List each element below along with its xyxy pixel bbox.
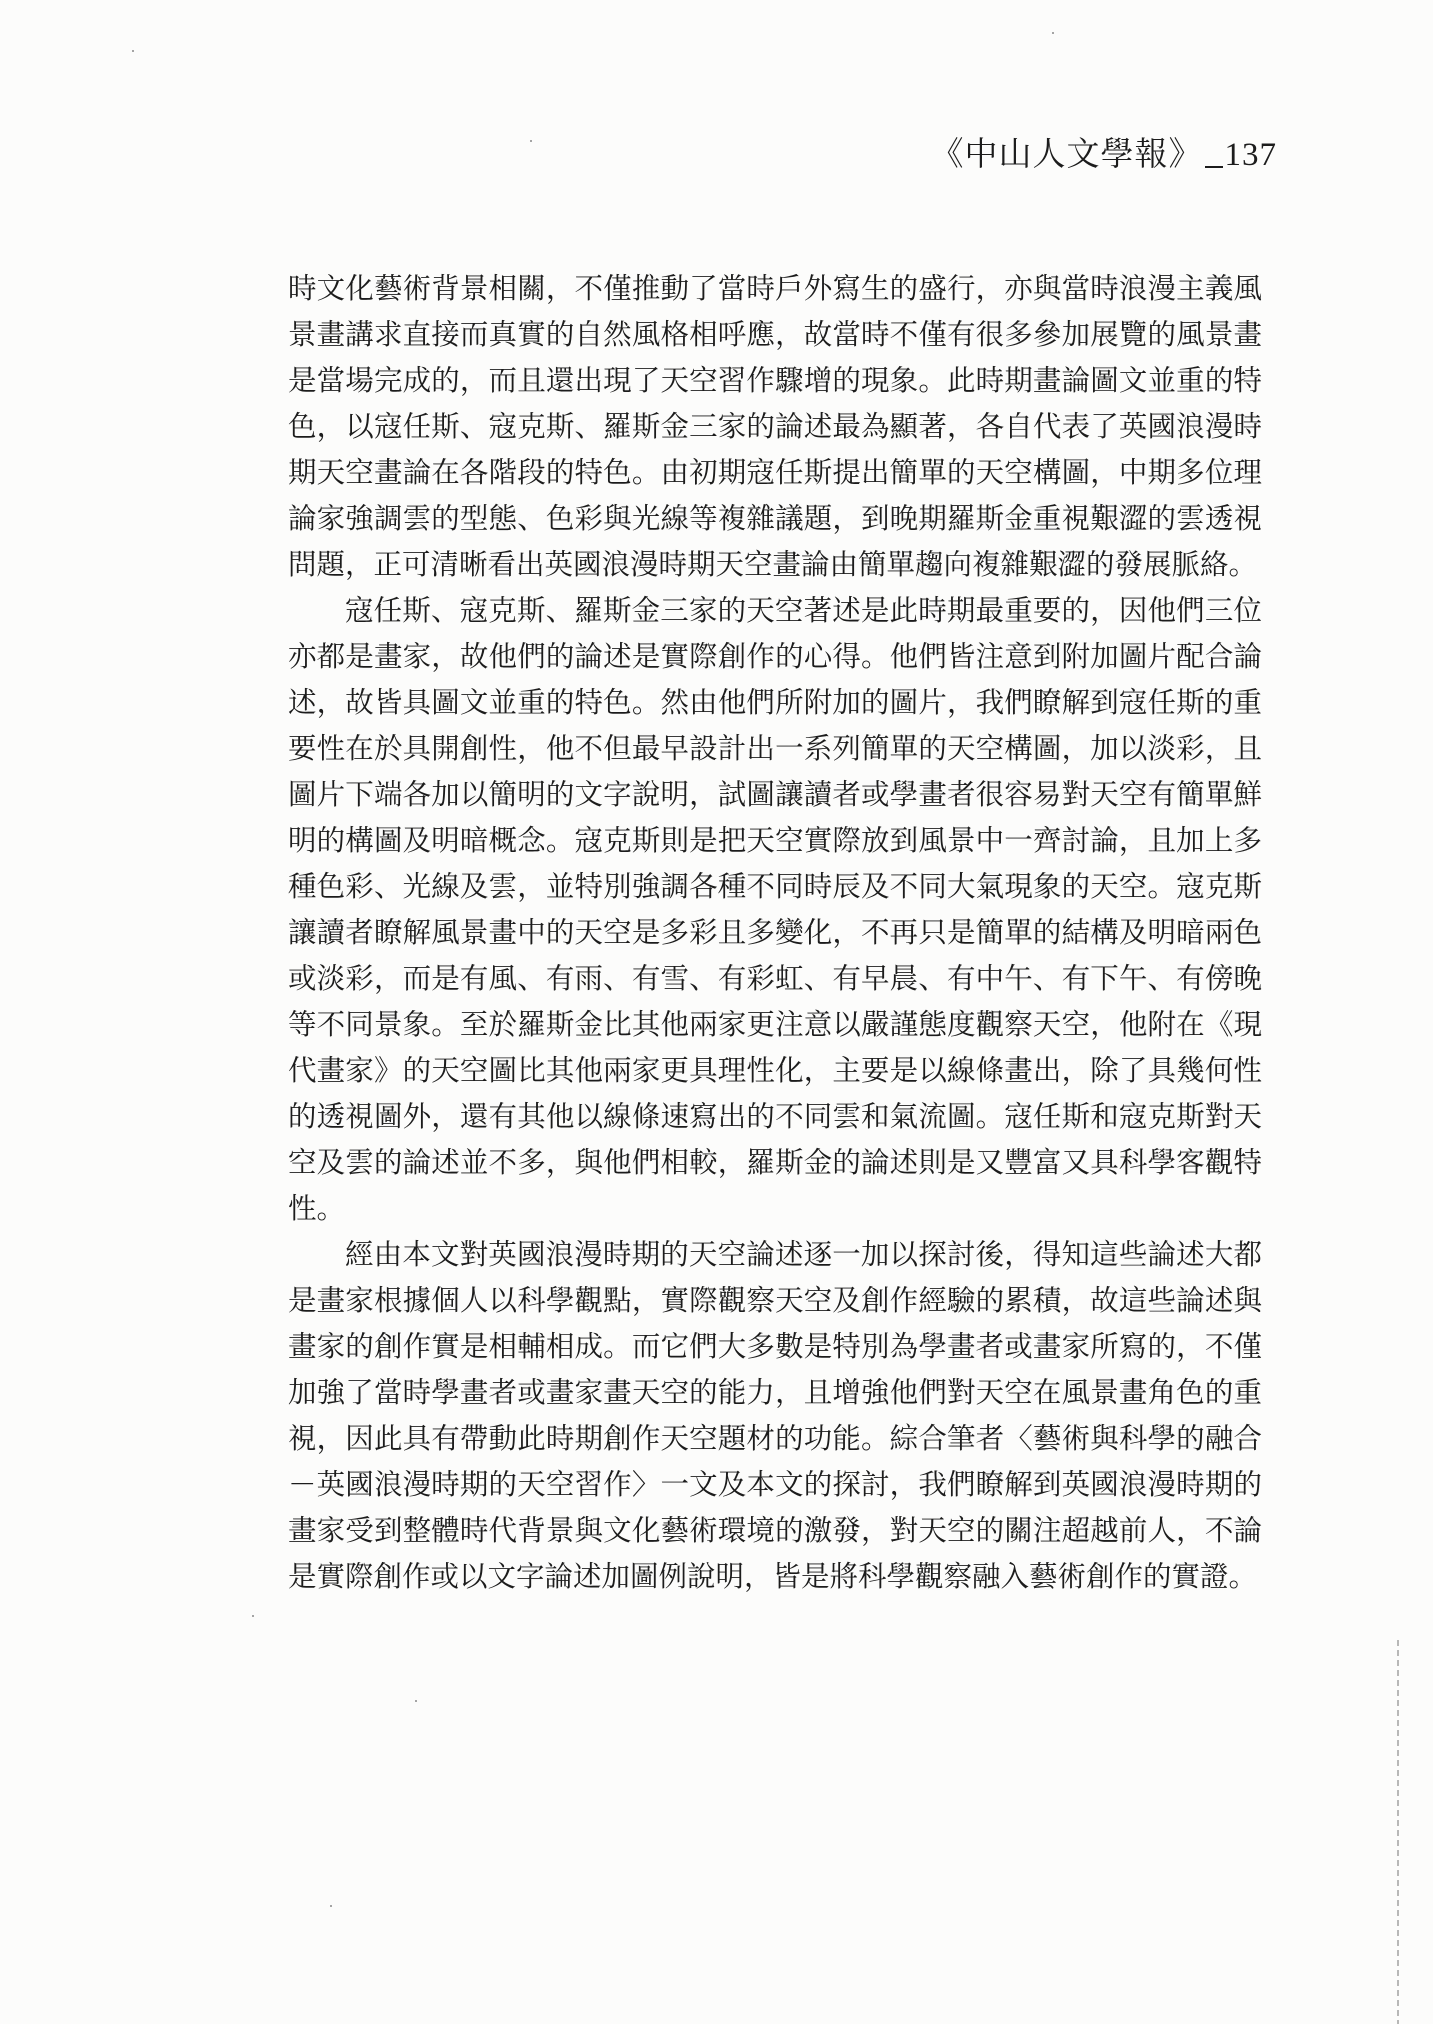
paragraph-1: 時文化藝術背景相關，不僅推動了當時戶外寫生的盛行，亦與當時浪漫主義風景畫講求直接而真實的自然風格相呼應，故當時不僅有很多參加展覽的風景畫是當場完成的，而且還出現了天空習作驟增的現象。此時期畫論圖文並重的特色，以寇任斯、寇克斯、羅斯金三家的論述最為顯著，各自代表了英國浪漫時期天空畫論在各階段的特色。由初期寇任斯提出簡單的天空構圖，中期多位理論家強調雲的型態、色彩與光線等複雜議題，到晚期羅斯金重視艱澀的雲透視問題，正可清晰看出英國浪漫時期天空畫論由簡單趨向複雜艱澀的發展脈絡。 [288,272,1262,581]
body-text [288,266,1262,1600]
running-header [931,128,1278,175]
scan-speck [330,1905,332,1907]
scan-speck [132,50,134,52]
scan-speck [415,1700,417,1702]
paragraph-2: 寇任斯、寇克斯、羅斯金三家的天空著述是此時期最重要的，因他們三位亦都是畫家，故他們的論述是實際創作的心得。他們皆注意到附加圖片配合論述，故皆具圖文並重的特色。然由他們所附加的圖片，我們瞭解到寇任斯的重要性在於具開創性，他不但最早設計出一系列簡單的天空構圖，加以淡彩，且圖片下端各加以簡明的文字說明，試圖讓讀者或學畫者很容易對天空有簡單鮮明的構圖及明暗概念。寇克斯則是把天空實際放到風景中一齊討論，且加上多種色彩、光線及雲，並特別強調各種不同時辰及不同大氣現象的天空。寇克斯讓讀者瞭解風景畫中的天空是多彩且多變化，不再只是簡單的結構及明暗兩色或淡彩，而是有風、有雨、有雪、有彩虹、有早晨、有中午、有下午、有傍晚等不同景象。至於羅斯金比其他兩家更注意以嚴謹態度觀察天空，他附在《現代畫家》的天空圖比其他兩家更具理性化，主要是以線條畫出，除了具幾何性的透視圖外，還有其他以線條速寫出的不同雲和氣流圖。寇任斯和寇克斯對天空及雲的論述並不多，與他們相較，羅斯金的論述則是又豐富又具科學客觀特性。 [288,594,1262,1225]
scan-edge-mark [1397,1640,1399,2024]
scan-speck [530,140,532,142]
scan-speck [1052,32,1054,34]
page-number: 137 [1205,137,1278,174]
journal-title: 《中山人文學報》 [930,134,1203,173]
scan-speck [252,1615,254,1617]
paragraph-3: 經由本文對英國浪漫時期的天空論述逐一加以探討後，得知這些論述大都是畫家根據個人以科學觀點，實際觀察天空及創作經驗的累積，故這些論述與畫家的創作實是相輔相成。而它們大多數是特別為學畫者或畫家所寫的，不僅加強了當時學畫者或畫家畫天空的能力，且增強他們對天空在風景畫角色的重視，因此具有帶動此時期創作天空題材的功能。綜合筆者〈藝術與科學的融合－英國浪漫時期的天空習作〉一文及本文的探討，我們瞭解到英國浪漫時期的畫家受到整體時代背景與文化藝術環境的激發，對天空的關注超越前人，不論是實際創作或以文字論述加圖例說明，皆是將科學觀察融入藝術創作的實證。 [288,1238,1262,1593]
